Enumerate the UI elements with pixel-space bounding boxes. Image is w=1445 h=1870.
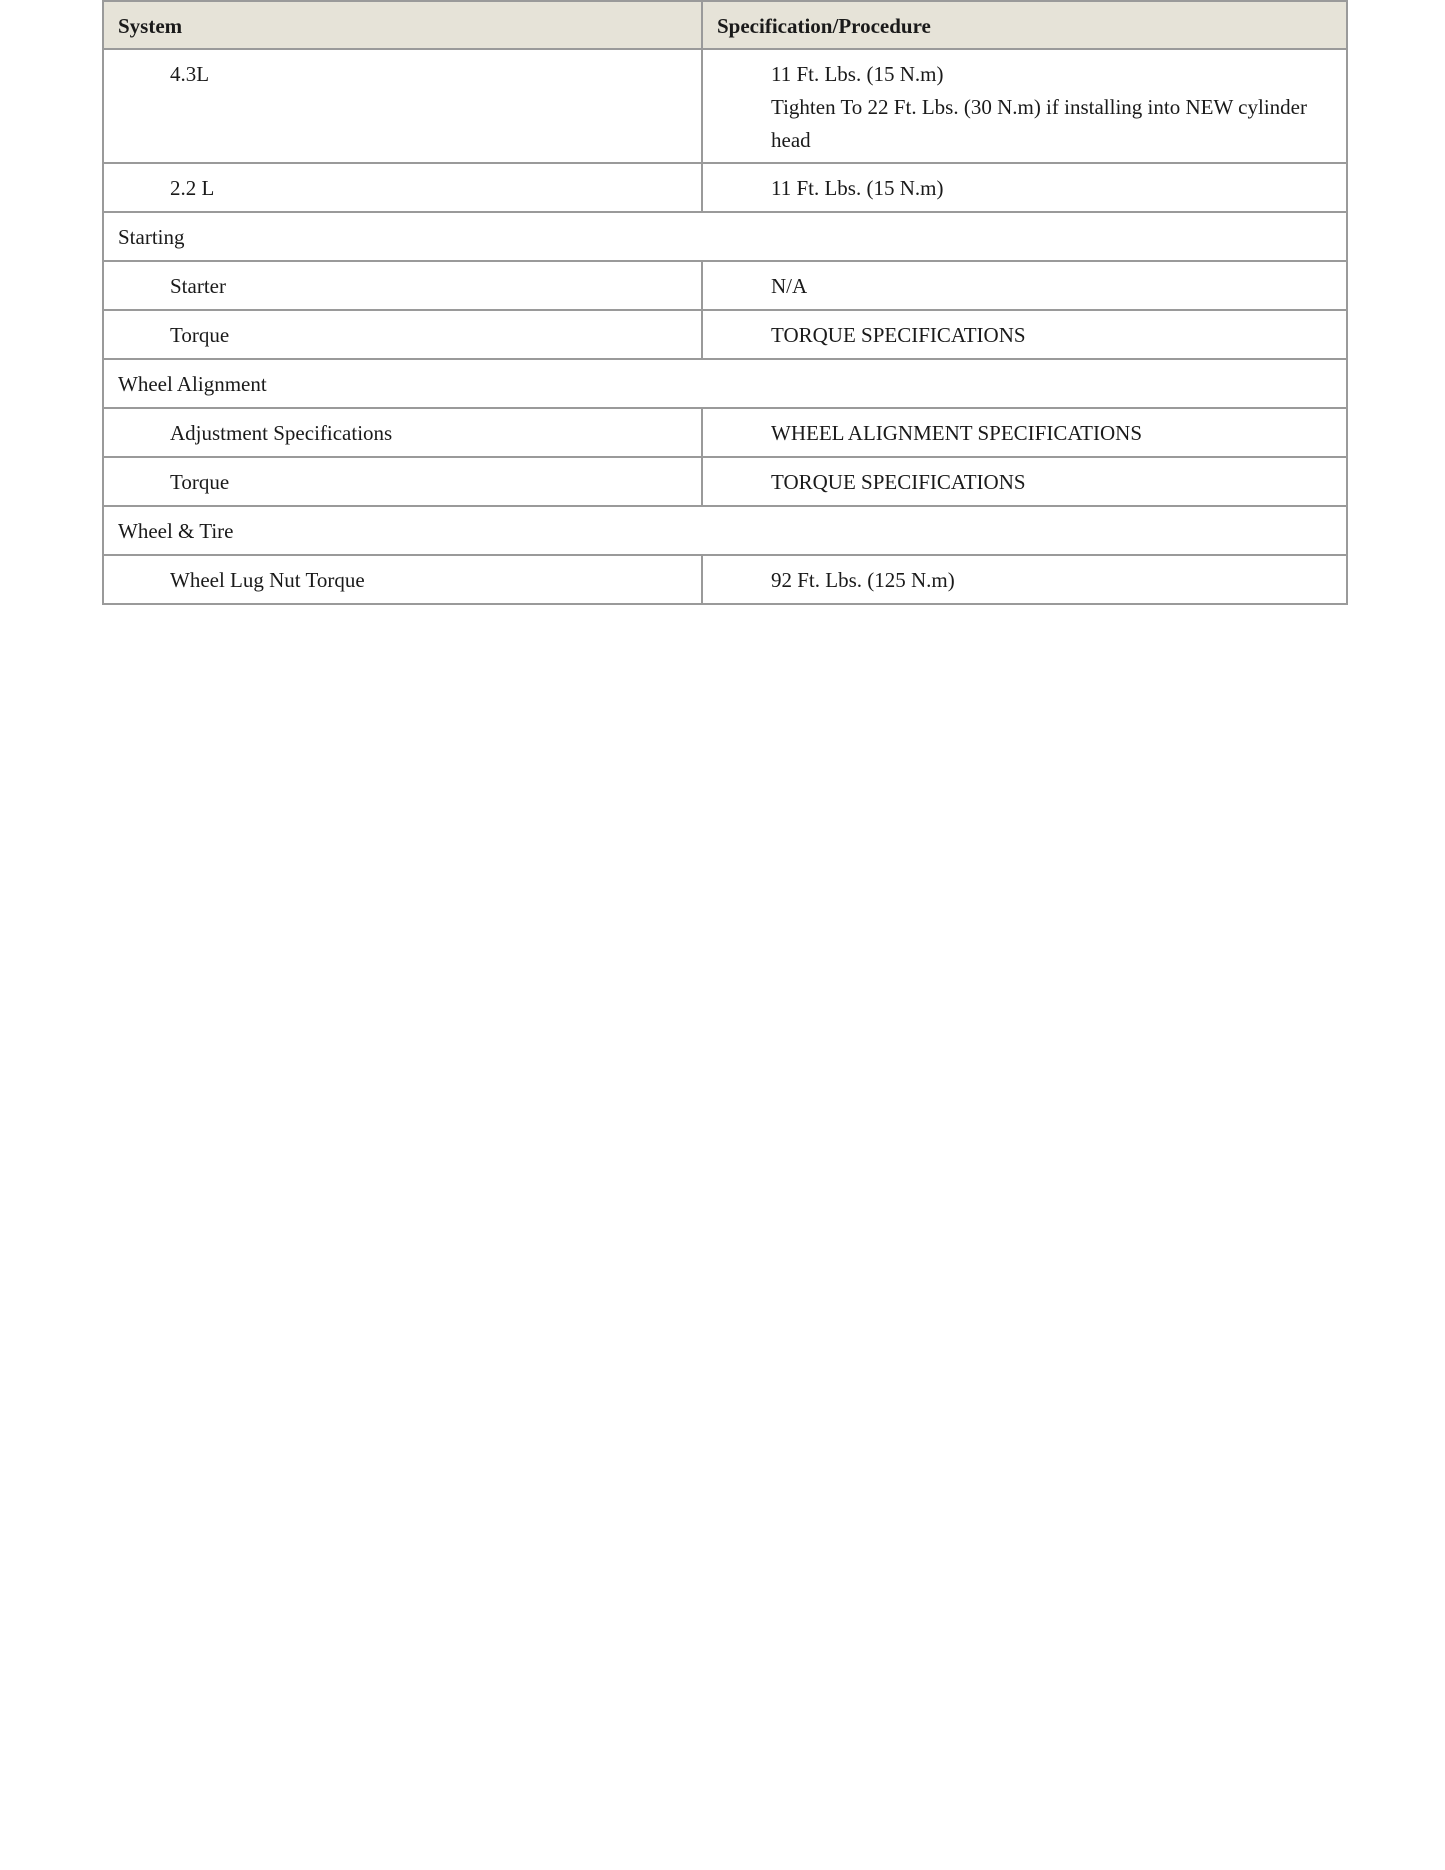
system-cell: 4.3L [103, 49, 702, 163]
section-row [103, 212, 1347, 261]
section-label: Wheel & Tire [103, 506, 1347, 555]
section-label: Starting [103, 212, 1347, 261]
spec-cell: N/A [702, 261, 1347, 310]
spec-cell [702, 49, 1347, 163]
column-header-specification: Specification/Procedure [702, 1, 1347, 49]
system-cell: 2.2 L [103, 163, 702, 212]
table-row [103, 49, 1347, 163]
spec-line: Tighten To 22 Ft. Lbs. (30 N.m) if installing into NEW cylinder head [771, 95, 1307, 152]
spec-cell: TORQUE SPECIFICATIONS [702, 457, 1347, 506]
section-label: Wheel Alignment [103, 359, 1347, 408]
table-row [103, 408, 1347, 457]
spec-cell: WHEEL ALIGNMENT SPECIFICATIONS [702, 408, 1347, 457]
table-row [103, 163, 1347, 212]
table-row [103, 261, 1347, 310]
specification-table [102, 0, 1348, 605]
spec-line: 11 Ft. Lbs. (15 N.m) [771, 62, 944, 86]
table-row [103, 555, 1347, 604]
section-row [103, 506, 1347, 555]
spec-cell: 92 Ft. Lbs. (125 N.m) [702, 555, 1347, 604]
spec-cell: 11 Ft. Lbs. (15 N.m) [702, 163, 1347, 212]
section-row [103, 359, 1347, 408]
system-cell: Adjustment Specifications [103, 408, 702, 457]
system-cell: Torque [103, 310, 702, 359]
table-header-row [103, 1, 1347, 49]
system-cell: Starter [103, 261, 702, 310]
column-header-system: System [103, 1, 702, 49]
system-cell: Wheel Lug Nut Torque [103, 555, 702, 604]
table-row [103, 457, 1347, 506]
spec-cell: TORQUE SPECIFICATIONS [702, 310, 1347, 359]
system-cell: Torque [103, 457, 702, 506]
table-row [103, 310, 1347, 359]
